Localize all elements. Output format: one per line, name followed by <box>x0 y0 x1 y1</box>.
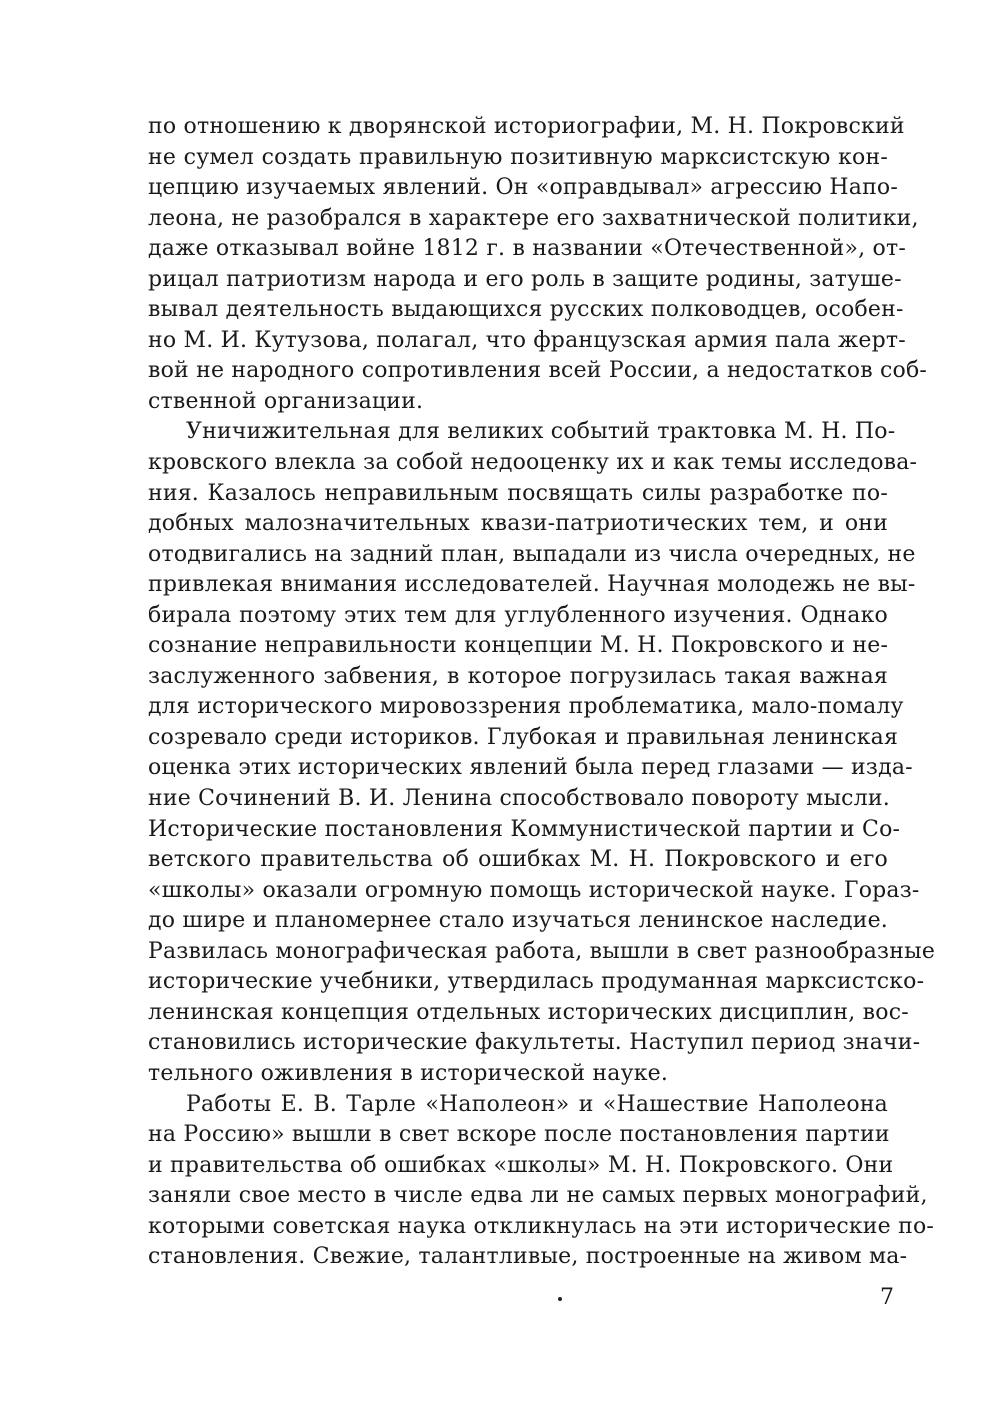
text-line: оценка этих исторических явлений была перед глазами — изда- <box>148 755 913 781</box>
text-line: бирала поэтому этих тем для углубленного изучения. Однако <box>148 602 888 628</box>
text-line: становились исторические факультеты. Наступил период значи- <box>148 1030 921 1056</box>
text-line: заняли свое место в числе едва ли не самых первых монографий, <box>148 1183 928 1209</box>
text-line: тельного оживления в исторической науке. <box>148 1060 669 1086</box>
text-line: исторические учебники, утвердилась продуманная марксистско- <box>148 969 925 995</box>
text-line: отодвигались на задний план, выпадали из числа очередных, не <box>148 541 916 567</box>
text-line: для исторического мировоззрения проблематика, мало-помалу <box>148 694 904 720</box>
text-line: становления. Свежие, талантливые, построенные на живом ма- <box>148 1244 908 1270</box>
text-line: цепцию изучаемых явлений. Он «оправдывал» агрессию Напо- <box>148 175 899 201</box>
text-line: Развилась монографическая работа, вышли в свет разнообразные <box>148 938 936 964</box>
text-line: и правительства об ошибках «школы» М. Н. Покровского. Они <box>148 1152 894 1178</box>
page-body <box>148 112 936 1273</box>
text-line: «школы» оказали огромную помощь исторической науке. Гораз- <box>148 877 920 903</box>
text-line: созревало среди историков. Глубокая и правильная ленинская <box>148 724 899 750</box>
text-line: леона, не разобрался в характере его захватнической политики, <box>148 205 919 231</box>
text-line: Уничижительная для великих событий трактовка М. Н. По- <box>186 419 896 445</box>
text-line: Исторические постановления Коммунистической партии и Со- <box>148 816 901 842</box>
text-line: даже отказывал войне 1812 г. в названии «Отечественной», от- <box>148 236 906 262</box>
paragraph <box>148 112 928 417</box>
text-line: Работы Е. В. Тарле «Наполеон» и «Нашествие Наполеона <box>186 1091 888 1117</box>
text-line: кровского влекла за собой недооценку их и как темы исследова- <box>148 450 918 476</box>
text-line: не сумел создать правильную позитивную марксистскую кон- <box>148 144 888 170</box>
text-line: ния. Казалось неправильным посвящать силы разработке по- <box>148 480 888 506</box>
paragraph <box>148 417 936 1089</box>
text-line: ветского правительства об ошибках М. Н. Покровского и его <box>148 847 888 873</box>
text-line: вой не народного сопротивления всей России, а недостатков соб- <box>148 358 928 384</box>
text-line: ственной организации. <box>148 388 424 414</box>
text-line: рицал патриотизм народа и его роль в защите родины, затуше- <box>148 266 902 292</box>
page-number: 7 <box>880 1285 894 1310</box>
text-line: привлекая внимания исследователей. Научная молодежь не вы- <box>148 572 916 598</box>
text-line: ние Сочинений В. И. Ленина способствовало повороту мысли. <box>148 786 890 812</box>
text-line: сознание неправильности концепции М. Н. Покровского и не- <box>148 633 889 659</box>
paragraph <box>148 1090 935 1273</box>
text-line: но М. И. Кутузова, полагал, что французская армия пала жерт- <box>148 327 906 353</box>
print-speck <box>558 1297 562 1301</box>
text-line: до шире и планомернее стало изучаться ленинское наследие. <box>148 908 888 934</box>
text-line: вывал деятельность выдающихся русских полководцев, особен- <box>148 297 904 323</box>
text-line: которыми советская наука откликнулась на эти исторические по- <box>148 1213 935 1239</box>
text-line: заслуженного забвения, в которое погрузилась такая важная <box>148 663 888 689</box>
text-block <box>148 112 936 1273</box>
text-line: по отношению к дворянской историографии, М. Н. Покровский <box>148 114 905 139</box>
text-line: ленинская концепция отдельных исторических дисциплин, вос- <box>148 999 909 1025</box>
text-line: добных малозначительных квази-патриотических тем, и они <box>148 511 888 537</box>
text-line: на Россию» вышли в свет вскоре после постановления партии <box>148 1122 890 1148</box>
